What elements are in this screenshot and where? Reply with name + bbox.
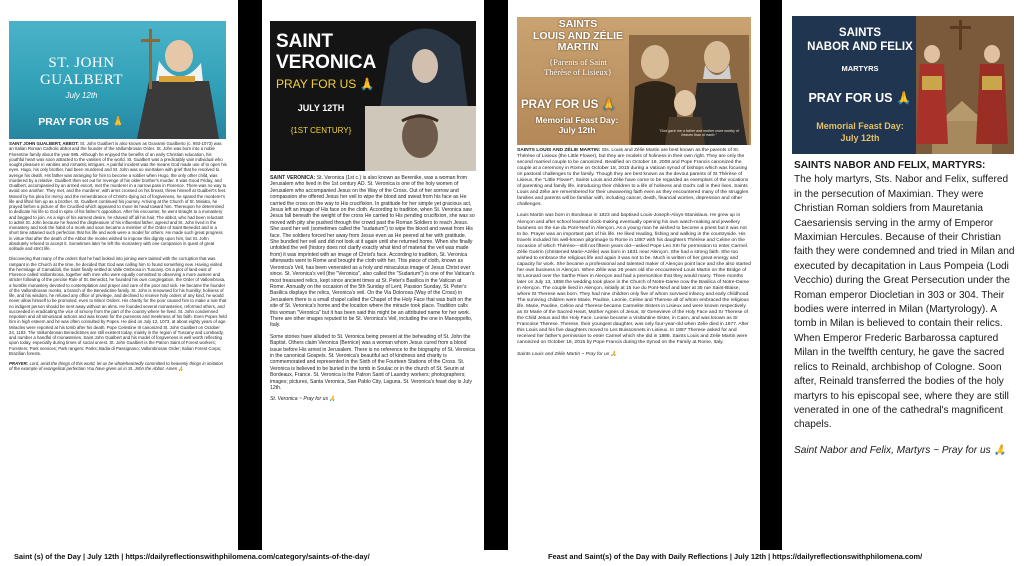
para-2-text: Louis Martin was born in Bordeaux in 1823 and baptised Louis-Joseph-Aloys-Stanislaus. He grew up in Alençon and after school learned clock-making eventually opening his own watch-making and jewellery business on the rue du Pont-Neuf in Alençon. As a young man he wished to become a priest but it was not to be. Prayer was an important part of his life. He liked reading, fishing and walking in the countryside. His travels included his well-known pilgrimage to Rome in 1887 with his daughters Thérèse and Celine on the occasion of which Thérèse—still not fifteen years old—asked Pope Leo XIII for permission to enter Carmel. Zélie Guérin (christened Marie-Azélie) was born in 1831 near Alençon. She had a strong faith. She too wished to embrace the religious life and again it was not to be. Much is written of her great energy and capacity for work. She became a professional and talented maker of Alençon point lace and she also started her own business in Alençon. When Zélie was 26 years old she encountered Louis Martin on the Bridge of St Leonard over the Sarthe River in Alençon and had a premonition that they would marry. Three months later on July 13, 1858 the wedding took place in the Church of Notre-Dame now the Basilica of Notre-Dame in Alençon. The couple lived in Alençon, initially at 15 rue du Pont-Neuf and later at 35 rue Saint-Blaise, where St Therese was born. They had nine children only five of whom survived infancy and early childhood. The surviving children were Marie, Pauline, Leonie, Celine and Therese all of whom embraced the religious life. Marie, Pauline, Celine and Therese became Carmelite Sisters in Lisieux and were known respectively as Sr Marie of the Sacred Heart, Mother Agnes of Jesus, Sr Genevieve of the Holy Face and Sr Therese of the Child Jesus and the Holy Face. Leonie became a Visitantine Sister, in Caen, and was known as Sr Francoise Therese. Therese, their youngest daughter, was only four-year-old when Zelie died in 1877. After this Louis and his five daughters moved to Les Buissonnets in Lisieux. In 1887 Therese asked for and received her father's permission to enter Carmel which she did in 1888. Saints Louis and Zelie Martin were canonized on October 18, 2015 by Pope Francis during the Synod on the Family at Rome, Italy. bbox=[517, 213, 751, 346]
praying-hands-icon: 🙏 bbox=[895, 91, 912, 105]
para-1-text: St. Veronica (1st c.) is also known as Berenike, was a woman from Jerusalem who lived in the 1st century AD. St. Veronica is one of the holy women of Jerusalem who accompanied Jesus on the Way of the Cross. Out of her sorrow and compassion she offered Jesus her veil to wipe the blood and sweat from his face as He carried the cross on the way to His crucifixion. In gratitude for her simple yet gracious act, Jesus left an image of His face on the cloth. According to tradition, when St. Veronica saw Jesus fall beneath the weight of the cross He carried to His pending crucifixion, she was so moved with pity she pushed through the crowd past the Roman Soldiers to reach Jesus. She used her veil (sometimes called the "sudarium") to wipe the blood and sweat from His face. The soldiers forced her away from Jesus even as He peered at her with gratitude. She bundled her veil and did not look at it again until she returned home. When she finally unfolded the veil (history does not clarify exactly what kind of material the veil was made from) it was imprinted with an image of Christ's face. According to tradition, St. Veronica afterwards went to Rome and brought the cloth with her. This piece of cloth, known as Veronica's Veil, has been venerated as a holy and miraculous image of Jesus Christ ever since. St. Veronica's veil (the "Veronica", also called the "Sudarium") is one of the Vatican's most treasured relics, kept since ancient times at St. Peter's Basilica in the Vatican at Rome. Annually on the occasion of the 5th Sunday of Lent, Passion Sunday, St. Peter's Basilica displays the relics, Veronica's veil. On the Via Dolorosa (Way of the Cross) in Jerusalem there is a small chapel called the Chapel of the Holy Face that was built on the site of St. Veronica's home and the location where the miracle took place. Tradition calls this woman "Veronica" but it has been said this might be an attributed name for her work. There are other images reputed to be St. Veronica's Veil, including the one in Manoppello, Italy. bbox=[270, 175, 475, 329]
article-body bbox=[517, 148, 751, 363]
prayer-label: PRAYER: bbox=[9, 361, 29, 366]
banner-date: July 12th bbox=[65, 91, 98, 100]
article-heading: SAINT VERONICA: bbox=[270, 175, 316, 181]
pray-for-us-text: PRAY FOR US bbox=[276, 77, 357, 91]
para-1-text: The holy martyrs, Sts. Nabor and Felix, suffered in the persecution of Maximian. They were Christian Roman soldiers from Mauretania Caesariensis serving in the army of Emperor Maximian Hercules. Because of their Christian faith they were condemned and tried in Milan and executed by decapitation in Laus Pompeia (Lodi Vecchio) during the Great Persecution under the Roman emperor Diocletian in 303 or 304. Their bodies were interred in Milan (Martyrology). A tomb in Milan is believed to contain their relics. When Emperor Frederic Barbarossa captured Milan in the twelfth century, he gave the sacred relics to Reinald, archbishop of Cologne. Soon after, Reinald transferred the bodies of the holy martyrs to his episcopal see, where they are still venerated in one of the cathedral's magnificent chapels. bbox=[794, 174, 1015, 431]
banner-louis-zelie bbox=[517, 17, 751, 145]
para-1-text: Sts. Louis and Zélie Martin are best known as the parents of St. Thérèse of Lisieux (the Little Flower), but they are models of holiness in their own right. They are only the second married couple to be canonized. Beatified on October 19, 2008 and Pope Francis canonized the couple at a ceremony in Rome on October 18, 2015 during a Vatican synod of bishops which was focusing on pastoral challenges to the family. Though they are best known as the devout parents of St Thérèse of Lisieux, the "Little Flower", Saints Louis and Zélie have come to be regarded as exemplars of the vocations of parenting and family life, introducing their children to a life of holiness and God's call in their lives. Saints Louis and Zélie are remembered for their unwavering faith even as they encountered many of the struggles families and parents will be familiar with, including cancer, death, financial worries, depression and other challenges. bbox=[517, 148, 749, 208]
banner-title-line1: SAINTS bbox=[838, 27, 882, 39]
banner-veronica bbox=[270, 21, 476, 171]
signoff bbox=[794, 444, 1018, 458]
article-heading-para bbox=[794, 159, 1018, 173]
banner-memorial bbox=[794, 120, 926, 144]
para-2-text: Some stories have alluded to St. Veronica being present at the beheading of St. John the Baptist. Others claim Veronica (Bernice) was a woman whom Jesus cured from a blood issue before His arrest in Jerusalem. There is no reference to the biography of St. Veronica in the canonical Gospels. St. Veronica's beautiful act of kindness and charity is commemorated and represented in the Sixth of the Fourteen Stations of the Cross. St. Veronica is believed to be buried in the tomb in Soulac or in the church of St. Seurin at Bordeaux, France. St. Veronica is the Patron Saint of Laundry workers; photographers; images; pictures, Santa Veronica, San Pablo City, Laguna. St. Veronica's feast day is July 12th. bbox=[270, 333, 475, 391]
signoff-text: St. Veronica ~ Pray for us bbox=[270, 396, 328, 403]
banner-parents-line2: Thérèse of Lisieux} bbox=[544, 66, 612, 77]
banner-title-line2: GUALBERT bbox=[39, 72, 124, 88]
banner-nabor-felix bbox=[792, 16, 1014, 154]
signoff bbox=[517, 352, 751, 358]
banner-pray bbox=[29, 115, 134, 128]
article-para-2 bbox=[9, 256, 227, 356]
article-para-2 bbox=[270, 334, 476, 392]
banner-memorial-line1: Memorial Feast Day: bbox=[816, 121, 904, 131]
article-para-1 bbox=[9, 141, 227, 251]
banner-pray bbox=[794, 91, 926, 106]
banner-title-line1: SAINTS bbox=[558, 18, 598, 30]
banner-title bbox=[29, 55, 134, 89]
banner-memorial bbox=[521, 115, 633, 135]
banner-title-line2: NABOR AND FELIX bbox=[807, 41, 913, 53]
banner-john-gualbert bbox=[9, 21, 226, 139]
signoff-text: Saint Nabor and Felix, Martyrs ~ Pray for us bbox=[794, 444, 991, 456]
banner-title-line2: LOUIS AND ZÉLIE bbox=[532, 29, 624, 42]
banner-quote: "God gave me a father and mother more worthy of heaven than of earth." bbox=[659, 129, 739, 138]
panel-louis-zelie-martin bbox=[508, 0, 760, 550]
prayer-text: Lord, amid the things of this world, let us be wholeheartedly committed to heavenly things in imitation of the example of evangelical perfection You have given us in St. John the Abbot. Amen bbox=[9, 361, 224, 372]
article-para-1 bbox=[517, 148, 751, 208]
article-para-1 bbox=[794, 173, 1018, 432]
footer-right-caption: Feast and Saint(s) of the Day with Daily Reflections | July 12th | https://dailyreflectionswithphilomena.com/ bbox=[548, 552, 923, 561]
article-heading: SAINTS LOUIS AND ZÉLIE MARTIN: bbox=[517, 148, 601, 153]
panel-veronica bbox=[262, 0, 484, 550]
footer-left-caption: Saint (s) of the Day | July 12th | https://dailyreflectionswithphilomena.com/category/saints-of-the-day/ bbox=[14, 552, 370, 561]
article-para-2 bbox=[517, 213, 751, 346]
banner-title-line1: ST. JOHN bbox=[48, 55, 115, 71]
prayer bbox=[9, 361, 227, 372]
praying-hands-icon: 🙏 bbox=[601, 99, 616, 111]
banner-martyrs: MARTYRS bbox=[841, 64, 879, 73]
para-2-text: Discovering that many of the orders that he had looked into joining were tainted with the corruption that was rampant in the Church at the time, he decided that God was calling him to found something new. Having visited the hermitage of Camaldoli, the Saint finally settled at Valle Ombrosa in Tuscany. On a plot of land east of Florence called Vallombrosa, together with men who were equally committed to observing a more austere and stricter following of the precise Rule of St. Benedict, he founded his own congregation, the Order of Vallombrosa, a humble monastery devoted to contemplation and prayer and care of the poor and sick. He became the founder of the Vallombrosan monks, a branch of the Benedictine family. St. John is renowned for his humility, holiness of life, and his wisdom, he refused any office of privilege, and declined to receive holy orders of any kind, he would never allow himself to be promoted, even to Minor Orders. His charity for the poor caused him to make a rule that no indigent person should be sent away without an alms. He founded several monasteries, reformed others, and succeeded in eradicating the vice of simony from the part of the country where he lived. St. John condemned nepotism and all simoniacal actions and was known for the pureness and meekness of his faith. Even Popes held him in high esteem and he was often consulted by Popes. He died on July 12, 1073, at about eighty years of age. Miracles were reported at his tomb after his death. Pope Celestine III canonized St. John Gualbert on October 24, 1193. The Vallumbrosan Benedictines are still existent today, mainly in the region of Tuscany and Lombardy, and number a handful of monasteries. Saint John Gualbert and his model of forgiveness is well worth reflecting upon today, especially during times of social unrest. St. John Gualbert is the Patron Saint of Forest workers; Foresters; Park services; Park rangers; Parks; Badia di Passignano; Vallumbrosan Order; Italian Forest Corps; Brazilian forests. bbox=[9, 256, 227, 356]
article-para-1 bbox=[270, 175, 476, 329]
article-heading: SAINTS NABOR AND FELIX, MARTYRS: bbox=[794, 160, 986, 171]
banner-memorial-line1: Memorial Feast Day: bbox=[535, 115, 619, 125]
banner-memorial-line2: July 12th bbox=[840, 133, 880, 143]
para-1-text: St. John Gualbert is also known as Giovanni Gualberto (c. 993-1073) was an Italian Roman Catholic abbot and the founder of the Vallumbrosan Order. St. John was born into a noble Florentine family about the year 985. Although he enjoyed the benefits of an early Christian education, his youthful heart was soon attracted to the vanities of the world. St. Gualbert was a predictably vain individual who sought pleasure in vanities and romantic intrigues. A painful incident was the means God made use of to open his eyes. Hugo, his only brother, had been murdered and St. John was so overtaken with grief that he resolved to avenge his death. His father was arranging for him to become a soldier when Hugo, the only other child, was murdered by a relative. Gualbert then set out for revenge of his older brother's murder. It was Good Friday, and Gualbert, accompanied by an armed escort, met the murderer in a narrow pass in Florence. There was no way to avoid one another. They met, and the murderer, with arms crossed on his breast, threw himself at Gualbert's feet. Moved by his plea for mercy and the remembrance of Christ's dying act of forgiveness, he spared the murderer's life and lifted him up as a brother. St. Gualbert continued his journey. Arriving at the Church of St. Miniato, he prayed before a picture of the Crucified which appeared to move its head toward him. Thereupon he determined to dedicate his life to God in spite of his father's opposition. After his encounter, he went straight to a monastery and begged to join. As a sign of his earnest desire, he shaved off all his hair. The abbot, who had been reluctant to admit St. John because he feared the displeasure of his influential father, agreed and St. John lived in the monastery and took the habit of a monk and soon became a member of the Order of Saint Benedict and in a short time attained such perfection that his life and work were a model for others. He made such great progress in virtue that after the death of the Abbot the monks wished to impose this dignity upon him, but St. John absolutely refused to accept it. Sometimes later he left the monastery with one companion in quest of great solitude and strict life. bbox=[9, 141, 227, 251]
praying-hands-icon: 🙏 bbox=[111, 116, 125, 128]
banner-title-line3: MARTIN bbox=[557, 41, 599, 53]
panel-nabor-felix bbox=[782, 0, 1024, 550]
article-heading: SAINT JOHN GUALBERT, ABBOT: bbox=[9, 141, 79, 146]
banner-century: {1ST CENTURY} bbox=[290, 126, 352, 135]
banner-title bbox=[276, 31, 386, 73]
banner-title-line2: VERONICA bbox=[276, 52, 377, 73]
praying-hands-icon: 🙏 bbox=[329, 396, 336, 403]
pray-for-us-text: PRAY FOR US bbox=[808, 91, 893, 105]
banner-pray bbox=[521, 97, 633, 111]
praying-hands-icon: 🙏 bbox=[178, 366, 184, 372]
banner-title bbox=[519, 19, 637, 54]
signoff bbox=[270, 396, 476, 402]
banner-parents-line1: {Parents of Saint bbox=[549, 57, 607, 67]
article-body bbox=[794, 159, 1018, 463]
panel-john-gualbert bbox=[0, 0, 238, 550]
banner-title-line1: SAINT bbox=[276, 31, 333, 52]
praying-hands-icon: 🙏 bbox=[610, 351, 617, 357]
praying-hands-icon: 🙏 bbox=[359, 77, 375, 91]
banner-title bbox=[798, 26, 922, 54]
banner-parents bbox=[519, 58, 637, 77]
praying-hands-icon: 🙏 bbox=[993, 444, 1007, 456]
pray-for-us-text: PRAY FOR US bbox=[521, 99, 599, 111]
banner-date: JULY 12TH bbox=[297, 103, 345, 113]
article-body bbox=[9, 141, 227, 377]
signoff-text: Saints Louis and Zélie Martin ~ Pray for us bbox=[517, 351, 610, 357]
footer-bar bbox=[0, 550, 1024, 566]
pray-for-us-text: PRAY FOR US bbox=[38, 116, 109, 128]
banner-pray bbox=[276, 77, 386, 91]
article-body bbox=[270, 175, 476, 408]
banner-memorial-line2: July 12th bbox=[558, 125, 596, 135]
